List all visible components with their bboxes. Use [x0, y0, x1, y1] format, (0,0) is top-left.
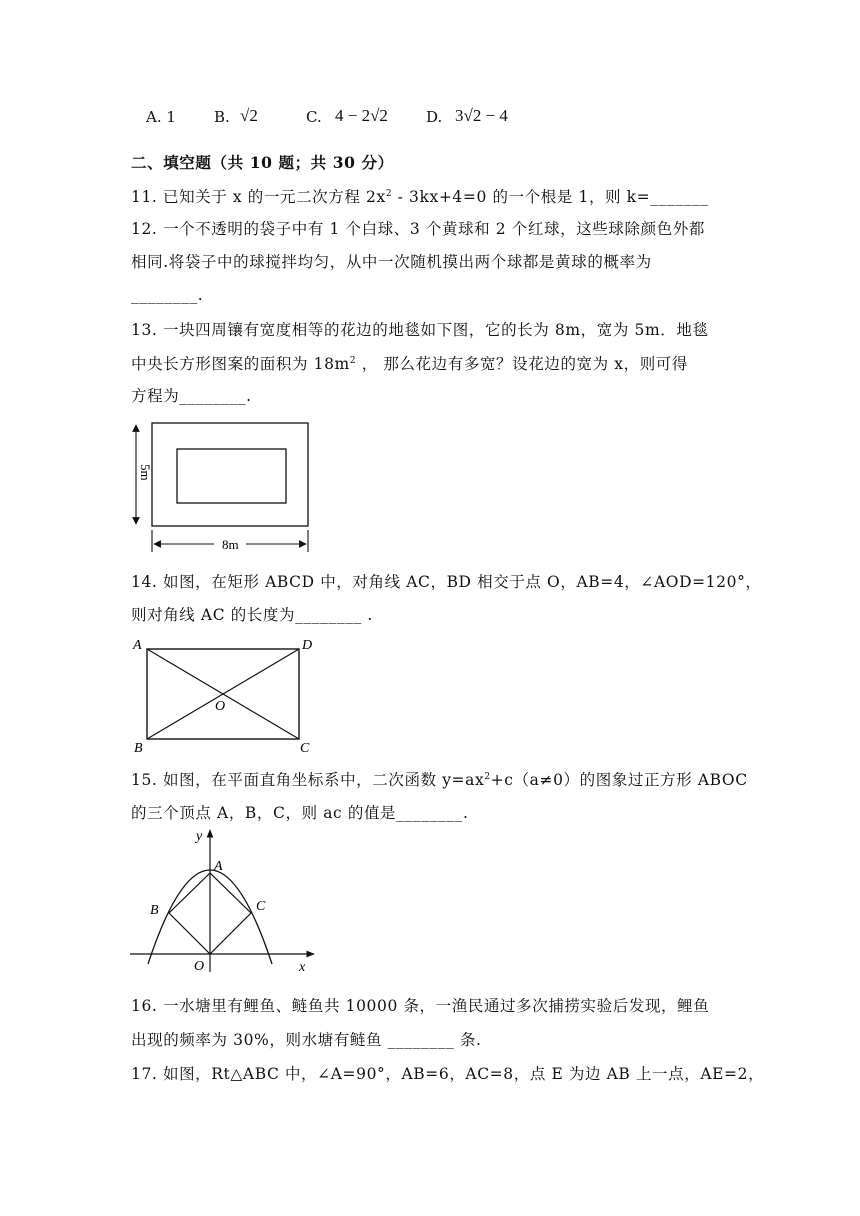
- axis-y-label: y: [196, 829, 203, 844]
- question-16-line2: 出现的频率为 30%，则水塘有鲢鱼 ________ 条.: [131, 1031, 482, 1049]
- parabola-figure: [124, 826, 324, 976]
- point-b-label: B: [150, 903, 159, 918]
- vertex-c-label: C: [300, 741, 310, 756]
- option-b-value: √2: [240, 106, 258, 125]
- option-b-label: B.: [214, 108, 230, 126]
- question-13-line2: [131, 354, 688, 374]
- option-d-value: 3√2 − 4: [455, 106, 508, 125]
- carpet-figure: [124, 418, 324, 558]
- option-d-label: D.: [426, 108, 443, 126]
- question-12-line3: ________.: [131, 286, 204, 304]
- vertex-b-label: B: [134, 741, 143, 756]
- q13-sup: 2: [349, 356, 357, 366]
- question-14-line1: 14. 如图，在矩形 ABCD 中，对角线 AC，BD 相交于点 O，AB=4，∠AOD=120°，: [131, 573, 762, 591]
- section-title: 二、填空题（共 10 题；共 30 分）: [131, 153, 394, 172]
- q13-line2-b: ， 那么花边有多宽？设花边的宽为 x，则可得: [356, 355, 689, 373]
- carpet-width-label: 8m: [222, 537, 239, 552]
- q15-line1-b: +c（a≠0）的图象过正方形 ABOC: [490, 771, 748, 789]
- q15-line1-a: 15. 如图，在平面直角坐标系中，二次函数 y=ax: [131, 771, 485, 789]
- question-12-line2: 相同.将袋子中的球搅拌均匀，从中一次随机摸出两个球都是黄球的概率为: [131, 253, 652, 271]
- question-11: [131, 187, 709, 207]
- origin-o-label: O: [194, 959, 205, 974]
- question-17-line1: 17. 如图，Rt△ABC 中，∠A=90°，AB=6，AC=8，点 E 为边 AB 上一点，AE=2，: [131, 1065, 765, 1083]
- option-c-value: 4 − 2√2: [335, 106, 388, 125]
- q15-sup: 2: [484, 772, 491, 782]
- option-c-label: C.: [306, 108, 322, 126]
- question-16-line1: 16. 一水塘里有鲤鱼、鲢鱼共 10000 条，一渔民通过多次捕捞实验后发现，鲤鱼: [131, 997, 710, 1015]
- point-c-label: C: [256, 899, 266, 914]
- carpet-height-label: 5m: [138, 464, 153, 481]
- axis-x-label: x: [299, 960, 306, 975]
- vertex-d-label: D: [302, 638, 313, 653]
- question-13-line3: 方程为________.: [131, 387, 252, 405]
- center-o-label: O: [215, 699, 226, 714]
- q11-text-b: - 3kx+4=0 的一个根是 1，则 k=_______: [392, 188, 709, 206]
- carpet-outer-rect: [152, 423, 308, 526]
- q11-sup: 2: [385, 189, 393, 199]
- vertex-a-label: A: [133, 638, 142, 653]
- q13-line2-a: 中央长方形图案的面积为 18m: [131, 355, 350, 373]
- point-a-label: A: [214, 859, 223, 874]
- question-12-line1: 12. 一个不透明的袋子中有 1 个白球、3 个黄球和 2 个红球，这些球除颜色外都: [131, 220, 705, 238]
- question-13-line1: 13. 一块四周镶有宽度相等的花边的地毯如下图，它的长为 8m，宽为 5m．地毯: [131, 321, 709, 339]
- question-14-line2: 则对角线 AC 的长度为________ .: [131, 606, 373, 624]
- q11-text-a: 11. 已知关于 x 的一元二次方程 2x: [131, 188, 386, 206]
- carpet-inner-rect: [177, 449, 286, 503]
- rectangle-figure: [128, 632, 328, 758]
- question-15-line2: 的三个顶点 A，B，C，则 ac 的值是________.: [131, 804, 469, 822]
- option-a: A. 1: [146, 108, 176, 126]
- question-15-line1: [131, 770, 748, 790]
